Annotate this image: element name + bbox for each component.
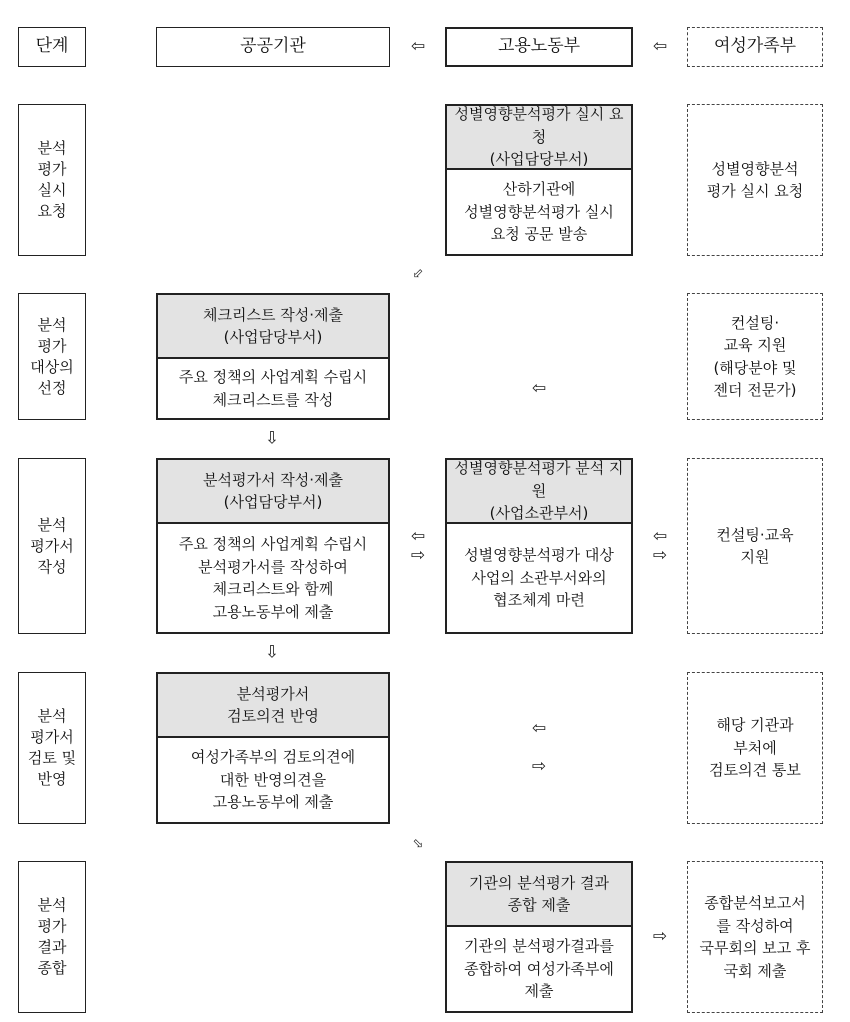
review-apply-body: 여성가족부의 검토의견에 대한 반영의견을 고용노동부에 제출	[190, 748, 356, 812]
labor-request-title: 성별영향분석평가 실시 요청 (사업담당부서)	[447, 106, 631, 170]
synthesis-title: 기관의 분석평가 결과 종합 제출	[447, 863, 631, 927]
header-women-label: 여성가족부	[713, 36, 797, 57]
arrow-down-left-icon: ⬃	[412, 266, 424, 282]
header-women-ministry	[687, 27, 823, 67]
report-write-body: 주요 정책의 사업계획 수립시 분석평가서를 작성하여 체크리스트와 함께 고용노동부에 제출	[178, 535, 368, 621]
analysis-support-body: 성별영향분석평가 대상 사업의 소관부서와의 협조체계 마련	[464, 546, 614, 610]
final-report-box	[687, 861, 823, 1013]
arrow-right-icon: ⇨	[652, 545, 668, 566]
review-apply-box	[156, 672, 390, 824]
arrow-down-icon: ⇩	[264, 642, 280, 663]
arrow-down-right-icon: ⬂	[412, 836, 424, 852]
stage-label: 분석 평가 대상의 선정	[30, 315, 74, 397]
consulting-text-2: 컨설팅·교육 지원	[716, 525, 794, 566]
synthesis-body: 기관의 분석평가결과를 종합하여 여성가족부에 제출	[464, 937, 614, 1001]
header-labor-ministry	[445, 27, 633, 67]
stage-selection	[18, 293, 86, 420]
consulting-box-2	[687, 458, 823, 634]
stage-label: 분석 평가 실시 요청	[37, 139, 67, 220]
header-stage-label: 단계	[35, 36, 69, 57]
arrow-left-icon: ⇦	[531, 718, 547, 739]
analysis-support-title: 성별영향분석평가 분석 지원 (사업소관부서)	[447, 460, 631, 524]
review-notice-text: 해당 기관과 부처에 검토의견 통보	[709, 716, 801, 780]
header-labor-label: 고용노동부	[497, 36, 581, 57]
labor-request-box	[445, 104, 633, 256]
arrow-right-icon: ⇨	[531, 756, 547, 777]
header-public-label: 공공기관	[240, 36, 306, 57]
stage-label: 분석 평가서 검토 및 반영	[27, 707, 77, 788]
stage-label: 분석 평가서 작성	[30, 515, 74, 576]
stage-synthesis	[18, 861, 86, 1013]
report-write-box	[156, 458, 390, 634]
final-report-text: 종합분석보고서 를 작성하여 국무회의 보고 후 국회 제출	[699, 894, 811, 980]
arrow-down-icon: ⇩	[264, 428, 280, 449]
women-request-text: 성별영향분석 평가 실시 요청	[706, 159, 804, 200]
stage-request	[18, 104, 86, 256]
arrow-left-icon: ⇦	[652, 526, 668, 547]
arrow-right-icon: ⇨	[652, 926, 668, 947]
checklist-title: 체크리스트 작성·제출 (사업담당부서)	[158, 295, 388, 359]
synthesis-box	[445, 861, 633, 1013]
women-request-box	[687, 104, 823, 256]
review-apply-title: 분석평가서 검토의견 반영	[158, 674, 388, 738]
report-write-title: 분석평가서 작성·제출 (사업담당부서)	[158, 460, 388, 524]
review-notice-box	[687, 672, 823, 824]
consulting-box-1	[687, 293, 823, 420]
header-stage	[18, 27, 86, 67]
arrow-left-icon: ⇦	[410, 526, 426, 547]
labor-request-body: 산하기관에 성별영향분석평가 실시 요청 공문 발송	[464, 180, 614, 244]
analysis-support-box	[445, 458, 633, 634]
stage-label: 분석 평가 결과 종합	[37, 896, 67, 977]
header-public-institution	[156, 27, 390, 67]
stage-writing	[18, 458, 86, 634]
checklist-box	[156, 293, 390, 420]
checklist-body: 주요 정책의 사업계획 수립시 체크리스트를 작성	[178, 368, 368, 409]
arrow-left-icon: ⇦	[410, 36, 426, 57]
arrow-left-icon: ⇦	[531, 378, 547, 399]
arrow-right-icon: ⇨	[410, 545, 426, 566]
stage-review	[18, 672, 86, 824]
consulting-text-1: 컨설팅· 교육 지원 (해당분야 및 젠더 전문가)	[713, 313, 797, 399]
arrow-left-icon: ⇦	[652, 36, 668, 57]
